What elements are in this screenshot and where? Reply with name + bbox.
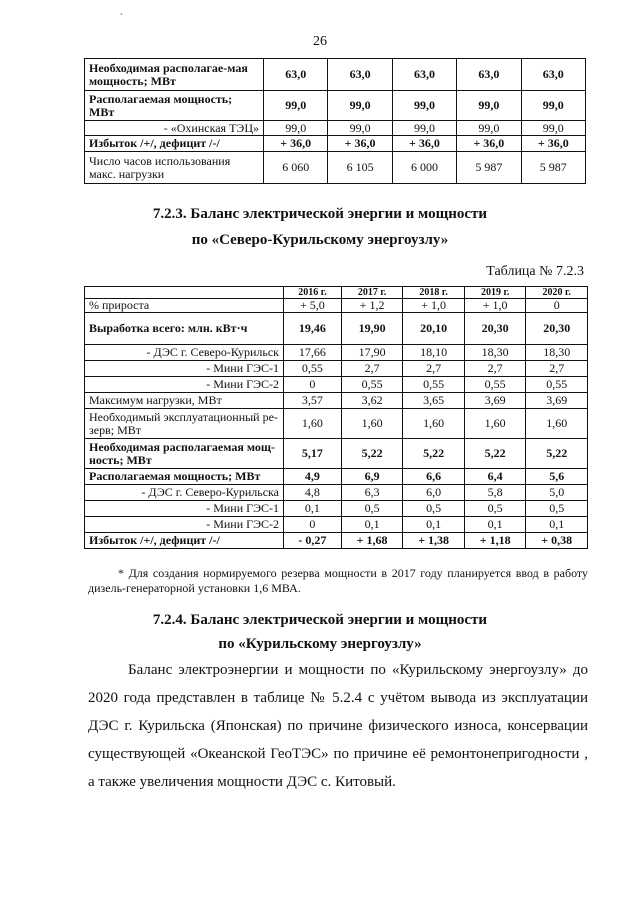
value-cell: 0 [284, 517, 342, 533]
value-cell: 5,8 [464, 485, 526, 501]
row-label: Избыток /+/, дефицит /-/ [85, 136, 264, 152]
table-row [85, 345, 588, 361]
value-cell: 0,55 [526, 377, 588, 393]
value-cell: 5,6 [526, 469, 588, 485]
row-label: - «Охинская ТЭЦ» [85, 121, 264, 136]
table-header-row [85, 287, 588, 299]
value-cell: 3,57 [284, 393, 342, 409]
value-cell: 99,0 [328, 91, 392, 121]
value-cell: 20,10 [403, 313, 465, 345]
value-cell: 17,90 [341, 345, 403, 361]
value-cell: 5,22 [464, 439, 526, 469]
value-cell: 5,0 [526, 485, 588, 501]
value-cell: 2,7 [341, 361, 403, 377]
value-cell: 1,60 [341, 409, 403, 439]
table-row [85, 485, 588, 501]
value-cell: 4,8 [284, 485, 342, 501]
row-label: - ДЭС г. Северо-Курильска [85, 485, 284, 501]
value-cell: 63,0 [328, 59, 392, 91]
table-row [85, 517, 588, 533]
row-label: Избыток /+/, дефицит /-/ [85, 533, 284, 549]
table-row [85, 501, 588, 517]
table-row [85, 299, 588, 313]
table-row [85, 313, 588, 345]
row-label: Максимум нагрузки, МВт [85, 393, 284, 409]
table-row [85, 469, 588, 485]
value-cell: 1,60 [403, 409, 465, 439]
row-label: Необходимая располагаемая мощ-ность; МВт [85, 439, 284, 469]
section-heading-7-2-4-line1: 7.2.4. Баланс электрической энергии и мощности [152, 612, 488, 628]
value-cell: 18,30 [526, 345, 588, 361]
value-cell: 19,46 [284, 313, 342, 345]
value-cell: 5 987 [521, 152, 585, 184]
value-cell: 1,60 [284, 409, 342, 439]
row-label: Число часов использования макс. нагрузки [85, 152, 264, 184]
value-cell: 6 000 [392, 152, 456, 184]
value-cell: 3,62 [341, 393, 403, 409]
year-header: 2019 г. [464, 287, 526, 299]
table-row [85, 136, 586, 152]
value-cell: 0,55 [403, 377, 465, 393]
table-row [85, 152, 586, 184]
section-heading-7-2-3-line2: по «Северо-Курильскому энергоузлу» [191, 232, 449, 248]
value-cell: 99,0 [521, 121, 585, 136]
section-heading-7-2-4-line2: по «Курильскому энергоузлу» [218, 636, 422, 652]
table-row [85, 377, 588, 393]
value-cell: 5,17 [284, 439, 342, 469]
value-cell: 2,7 [464, 361, 526, 377]
table-row [85, 121, 586, 136]
value-cell: + 1,2 [341, 299, 403, 313]
table-row [85, 91, 586, 121]
value-cell: 1,60 [464, 409, 526, 439]
year-header: 2017 г. [341, 287, 403, 299]
value-cell: 20,30 [526, 313, 588, 345]
header-empty-cell [85, 287, 284, 299]
value-cell: 0,55 [341, 377, 403, 393]
row-label: - Мини ГЭС-1 [85, 501, 284, 517]
value-cell: 63,0 [264, 59, 328, 91]
value-cell: 0,1 [284, 501, 342, 517]
value-cell: + 36,0 [392, 136, 456, 152]
table-row [85, 409, 588, 439]
value-cell: 0,1 [464, 517, 526, 533]
value-cell: 63,0 [457, 59, 521, 91]
row-label: - Мини ГЭС-2 [85, 517, 284, 533]
value-cell: 99,0 [264, 121, 328, 136]
value-cell: 6,4 [464, 469, 526, 485]
value-cell: 0,5 [464, 501, 526, 517]
value-cell: 6,0 [403, 485, 465, 501]
value-cell: 99,0 [521, 91, 585, 121]
scan-mark: ` [120, 12, 123, 22]
value-cell: 0 [526, 299, 588, 313]
value-cell: + 36,0 [521, 136, 585, 152]
value-cell: 63,0 [392, 59, 456, 91]
value-cell: 0,5 [341, 501, 403, 517]
value-cell: 18,30 [464, 345, 526, 361]
value-cell: + 1,0 [403, 299, 465, 313]
table-row [85, 59, 586, 91]
value-cell: 3,69 [526, 393, 588, 409]
table-row [85, 393, 588, 409]
year-header: 2016 г. [284, 287, 342, 299]
value-cell: - 0,27 [284, 533, 342, 549]
value-cell: 2,7 [526, 361, 588, 377]
value-cell: 5,22 [526, 439, 588, 469]
value-cell: 6 060 [264, 152, 328, 184]
row-label: % прироста [85, 299, 284, 313]
year-header: 2020 г. [526, 287, 588, 299]
value-cell: + 1,18 [464, 533, 526, 549]
value-cell: 0,1 [403, 517, 465, 533]
value-cell: + 1,68 [341, 533, 403, 549]
value-cell: + 1,38 [403, 533, 465, 549]
row-label: - Мини ГЭС-2 [85, 377, 284, 393]
energy-balance-table-top [84, 58, 586, 184]
value-cell: 99,0 [264, 91, 328, 121]
row-label: Необходимый эксплуатационный ре-зерв; МВт [85, 409, 284, 439]
value-cell: 19,90 [341, 313, 403, 345]
value-cell: 18,10 [403, 345, 465, 361]
value-cell: 6,3 [341, 485, 403, 501]
value-cell: + 5,0 [284, 299, 342, 313]
year-header: 2018 г. [403, 287, 465, 299]
value-cell: 0,1 [341, 517, 403, 533]
page-number: 26 [313, 34, 327, 49]
row-label: - ДЭС г. Северо-Курильск [85, 345, 284, 361]
value-cell: 0 [284, 377, 342, 393]
north-kuril-balance-table [84, 286, 588, 549]
row-label: - Мини ГЭС-1 [85, 361, 284, 377]
value-cell: 99,0 [457, 91, 521, 121]
value-cell: 0,1 [526, 517, 588, 533]
row-label: Выработка всего: млн. кВт·ч [85, 313, 284, 345]
value-cell: 6,9 [341, 469, 403, 485]
value-cell: 5,22 [341, 439, 403, 469]
value-cell: 0,5 [403, 501, 465, 517]
value-cell: 3,65 [403, 393, 465, 409]
row-label: Располагаемая мощность; МВт [85, 469, 284, 485]
value-cell: 5,22 [403, 439, 465, 469]
value-cell: 0,5 [526, 501, 588, 517]
value-cell: 4,9 [284, 469, 342, 485]
value-cell: 6,6 [403, 469, 465, 485]
value-cell: + 36,0 [457, 136, 521, 152]
value-cell: 20,30 [464, 313, 526, 345]
value-cell: + 0,38 [526, 533, 588, 549]
value-cell: 5 987 [457, 152, 521, 184]
value-cell: 99,0 [457, 121, 521, 136]
value-cell: 2,7 [403, 361, 465, 377]
table-row [85, 361, 588, 377]
table-row [85, 439, 588, 469]
value-cell: 3,69 [464, 393, 526, 409]
body-paragraph: Баланс электроэнергии и мощности по «Курильскому энергоузлу» до 2020 года представлен в таблице № 5.2.4 с учётом вывода из эксплуатации ДЭС г. Курильска (Японская) по причине физического износа, консервации существующей «Океанской ГеоТЭС» по причине её ремонтонепригодности , а также увеличения мощности ДЭС с. Китовый. [88, 662, 588, 790]
footnote: * Для создания нормируемого резерва мощности в 2017 году планируется ввод в работу дизель-генераторной установки 1,6 МВА. [88, 566, 588, 595]
value-cell: + 1,0 [464, 299, 526, 313]
value-cell: + 36,0 [264, 136, 328, 152]
table-caption: Таблица № 7.2.3 [486, 264, 584, 279]
value-cell: 99,0 [392, 91, 456, 121]
table-row [85, 533, 588, 549]
value-cell: 99,0 [392, 121, 456, 136]
section-heading-7-2-3-line1: 7.2.3. Баланс электрической энергии и мощности [152, 206, 488, 222]
value-cell: 17,66 [284, 345, 342, 361]
value-cell: 6 105 [328, 152, 392, 184]
value-cell: 99,0 [328, 121, 392, 136]
row-label: Необходимая располагае-мая мощность; МВт [85, 59, 264, 91]
value-cell: 0,55 [464, 377, 526, 393]
value-cell: 1,60 [526, 409, 588, 439]
row-label: Располагаемая мощность; МВт [85, 91, 264, 121]
value-cell: 63,0 [521, 59, 585, 91]
value-cell: + 36,0 [328, 136, 392, 152]
value-cell: 0,55 [284, 361, 342, 377]
